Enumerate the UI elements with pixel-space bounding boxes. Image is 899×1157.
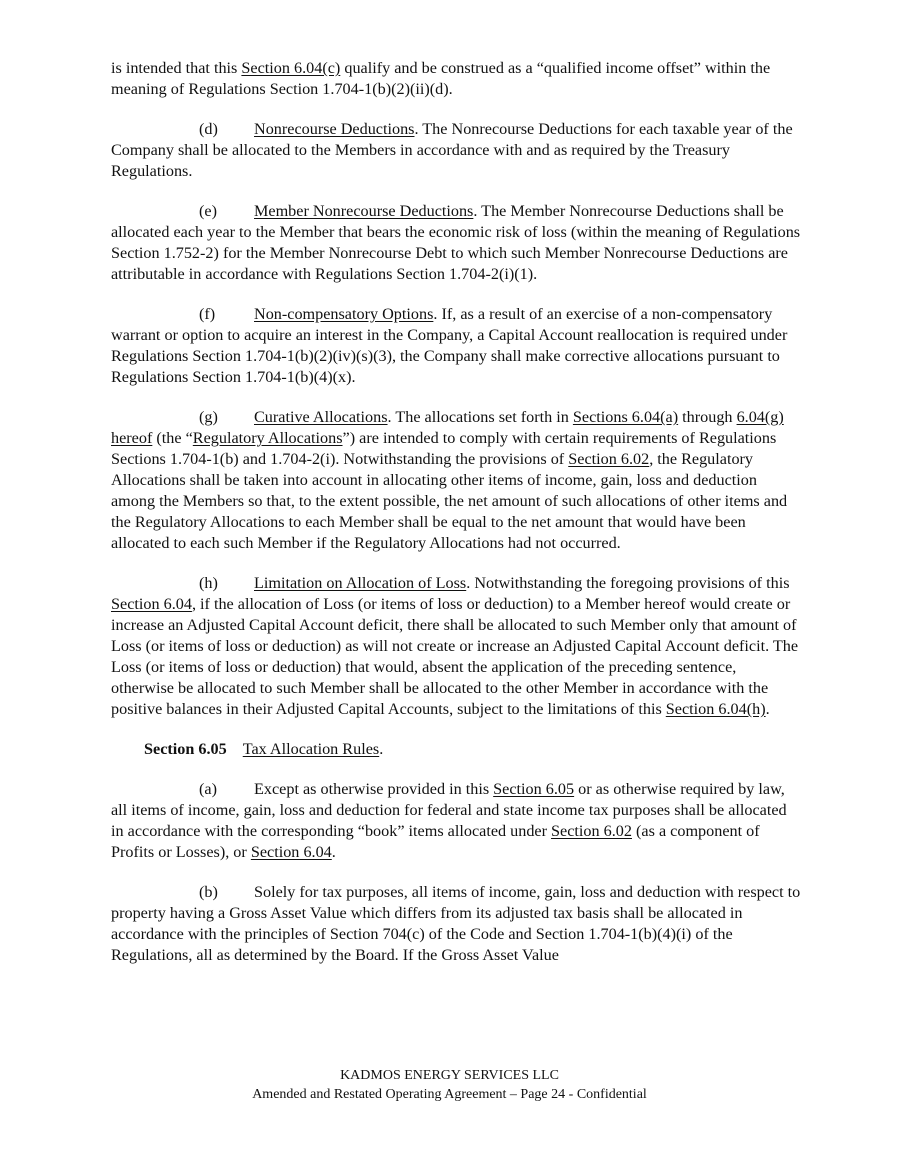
- paragraph-label: (d): [199, 120, 218, 138]
- paragraph-605-a: [111, 779, 803, 863]
- footer-page-info: Amended and Restated Operating Agreement – Page 24 - Confidential: [252, 1087, 647, 1102]
- text: qualify and be construed as a “qualified income offset” within the meaning of Regulations Section 1.704-1(b)(2)(ii)(d).: [111, 59, 771, 98]
- paragraph-text: . The Nonrecourse Deductions for each taxable year of the Company shall be allocated to the Members in accordance with and as required by the Treasury Regulations.: [111, 120, 793, 180]
- paragraph-f: [111, 304, 803, 388]
- text: .: [331, 843, 336, 861]
- section-reference: Section 6.04(h): [665, 700, 766, 718]
- text: or as otherwise required by law, all items of income, gain, loss and deduction for federal and state income tax purposes shall be allocated in accordance with the corresponding “book” items allocated under: [111, 780, 787, 840]
- text: (as a component of Profits or Losses), or: [111, 822, 760, 861]
- paragraph-heading: Member Nonrecourse Deductions: [254, 202, 474, 220]
- paragraph-label: (h): [199, 574, 218, 592]
- section-heading: Section 6.05 Tax Allocation Rules.: [144, 740, 384, 758]
- paragraph-heading: Nonrecourse Deductions: [254, 120, 415, 138]
- text: is intended that this: [111, 59, 242, 77]
- paragraph-heading: Curative Allocations: [254, 408, 388, 426]
- text: ”) are intended to comply with certain requirements of Regulations Sections 1.704-1(b) and 1.704-2(i). Notwithstanding the provisions of: [111, 429, 777, 468]
- text: . Notwithstanding the foregoing provisions of this: [466, 574, 790, 592]
- section-reference: Section 6.02: [568, 450, 650, 468]
- text: .: [765, 700, 770, 718]
- section-reference: Section 6.04: [250, 843, 332, 861]
- text: through: [678, 408, 737, 426]
- paragraph-605-b: [111, 882, 803, 966]
- section-reference: Section 6.04(c): [241, 59, 341, 77]
- text: , the Regulatory Allocations shall be taken into account in allocating other items of income, gain, loss and deduction among the Members so that, to the extent possible, the net amount of such allocations of other items and the Regulatory Allocations to each Member shall be equal to the net amount that would have been allocated to each such Member if the Regulatory Allocations had not occurred.: [111, 450, 788, 552]
- paragraph-text: . If, as a result of an exercise of a non-compensatory warrant or option to acquire an interest in the Company, a Capital Account reallocation is required under Regulations Section 1.704-1(b)(2)(iv)(s)(3), the Company shall make corrective allocations pursuant to Regulations Section 1.704-1(b)(4)(x).: [111, 305, 788, 386]
- section-reference: Sections 6.04(a): [572, 408, 679, 426]
- continuation-paragraph: [111, 58, 803, 100]
- paragraph-h: [111, 573, 803, 720]
- paragraph-heading: Limitation on Allocation of Loss: [254, 574, 467, 592]
- paragraph-label: (f): [199, 305, 216, 323]
- section-reference: Section 6.02: [551, 822, 632, 840]
- section-reference: 6.04(g) hereof: [111, 408, 784, 447]
- text: (the “: [152, 429, 193, 447]
- section-number: Section 6.05: [144, 740, 227, 758]
- paragraph-label: (e): [199, 202, 217, 220]
- section-reference: Section 6.05: [493, 780, 575, 798]
- defined-term: Regulatory Allocations: [192, 429, 343, 447]
- paragraph-label: (a): [199, 780, 217, 798]
- paragraph-text: Solely for tax purposes, all items of income, gain, loss and deduction with respect to property having a Gross Asset Value which differs from its adjusted tax basis shall be allocated in accordance with the principles of Section 704(c) of the Code and Section 1.704-1(b)(4)(i) of the Regulations, all as determined by the Board. If the Gross Asset Value: [111, 883, 801, 964]
- section-title: Tax Allocation Rules: [242, 740, 380, 758]
- paragraph-text: . The Member Nonrecourse Deductions shall be allocated each year to the Member that bears the economic risk of loss (within the meaning of Regulations Section 1.752-2) for the Member Nonrecourse Debt to which such Member Nonrecourse Deductions are attributable in accordance with Regulations Section 1.704-2(i)(1).: [111, 202, 801, 283]
- section-reference: Section 6.04: [111, 595, 192, 613]
- paragraph-e: [111, 201, 803, 285]
- paragraph-label: (g): [199, 408, 218, 426]
- paragraph-label: (b): [199, 883, 218, 901]
- document-page: [111, 58, 803, 985]
- footer-company: KADMOS ENERGY SERVICES LLC: [340, 1068, 559, 1083]
- text: . The allocations set forth in: [387, 408, 573, 426]
- paragraph-g: [111, 407, 803, 554]
- text: , if the allocation of Loss (or items of loss or deduction) to a Member hereof would create or increase an Adjusted Capital Account deficit, there shall be allocated to such Member only that amount of Loss (or items of loss or deduction) as will not create or increase an Adjusted Capital Account deficit. The Loss (or items of loss or deduction) that would, absent the application of the preceding sentence, otherwise be allocated to such Member shall be allocated to the other Member in accordance with the positive balances in their Adjusted Capital Accounts, subject to the limitations of this: [111, 595, 799, 718]
- page-footer: [0, 1066, 899, 1104]
- paragraph-heading: Non-compensatory Options: [254, 305, 434, 323]
- paragraph-d: [111, 119, 803, 182]
- text: Except as otherwise provided in this: [254, 780, 494, 798]
